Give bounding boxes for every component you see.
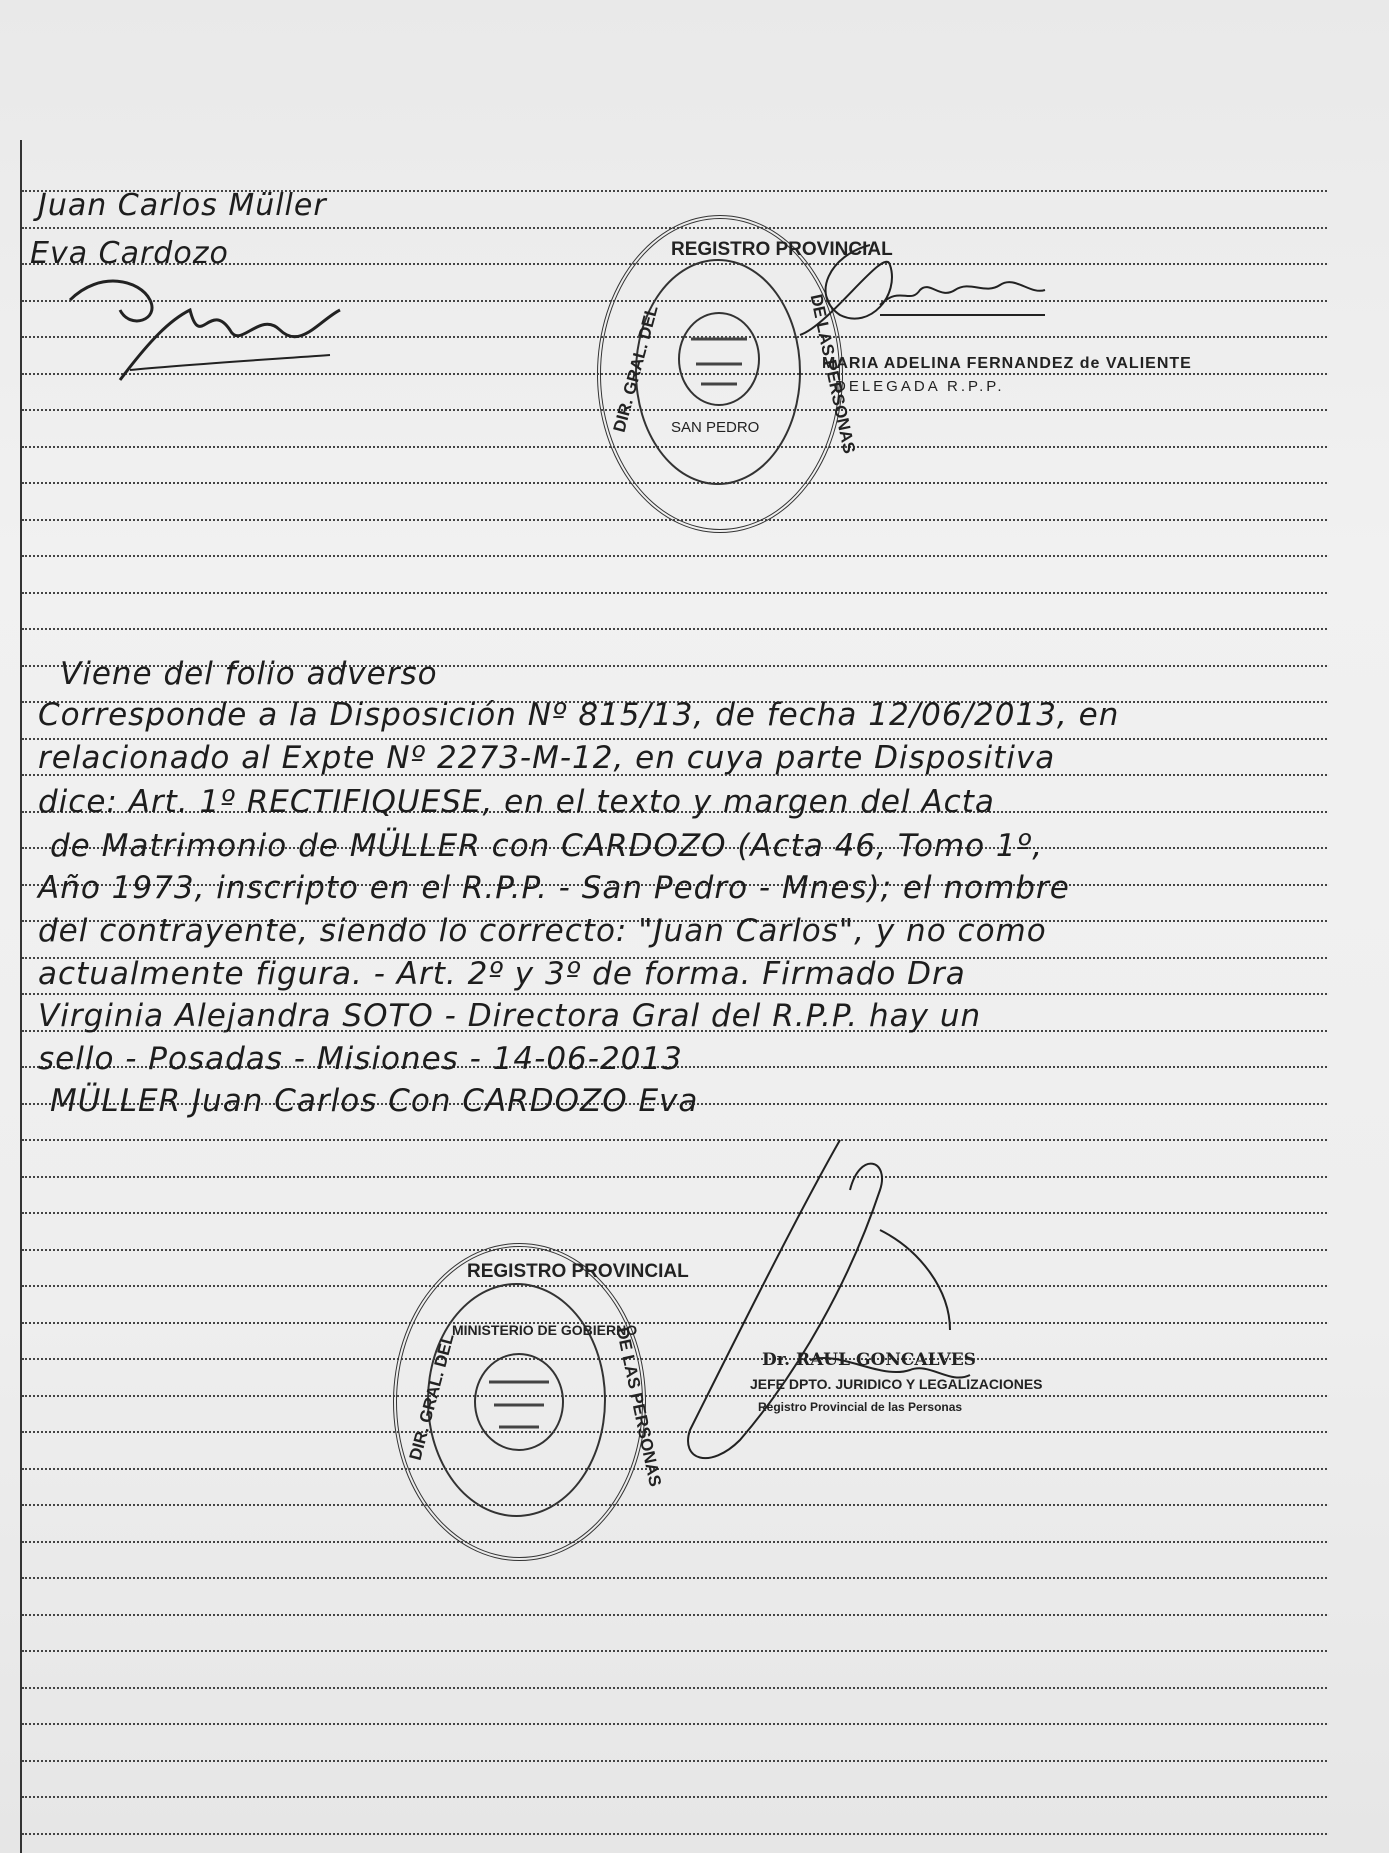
ruled-line bbox=[22, 1395, 1327, 1397]
ruled-line bbox=[22, 628, 1327, 630]
ruled-line bbox=[22, 1723, 1327, 1725]
seal-bottom-left-text: DIR. GRAL. DEL bbox=[405, 1331, 458, 1463]
ruled-line bbox=[22, 1249, 1327, 1251]
annotation-line-10: sello - Posadas - Misiones - 14-06-2013 bbox=[38, 1041, 683, 1077]
annotation-line-2: Corresponde a la Disposición Nº 815/13, de fecha 12/06/2013, en bbox=[38, 697, 1120, 733]
left-margin-line bbox=[20, 140, 22, 1853]
official-organization: Registro Provincial de las Personas bbox=[758, 1400, 963, 1414]
annotation-line-7: del contrayente, siendo lo correcto: "Juan Carlos", y no como bbox=[38, 913, 1047, 949]
ruled-line bbox=[22, 1541, 1327, 1543]
seal-right-text: DE LAS PERSONAS bbox=[806, 292, 859, 456]
ruled-line bbox=[22, 1358, 1327, 1360]
official-name: Dr. RAUL GONCALVES bbox=[762, 1350, 976, 1370]
signature-eva-cardozo: Eva Cardozo bbox=[30, 236, 229, 271]
ruled-line bbox=[22, 1322, 1327, 1324]
ruled-line bbox=[22, 1212, 1327, 1214]
official-signature-icon-bottom bbox=[680, 1130, 1000, 1480]
signature-juan-carlos-muller: Juan Carlos Müller bbox=[38, 188, 327, 223]
annotation-line-1: Viene del folio adverso bbox=[60, 656, 438, 692]
ruled-line bbox=[22, 1760, 1327, 1762]
official-title: JEFE DPTO. JURIDICO Y LEGALIZACIONES bbox=[750, 1376, 1043, 1392]
ruled-line bbox=[22, 1687, 1327, 1689]
seal-left-text: DIR. GRAL. DEL bbox=[609, 303, 662, 435]
ruled-line bbox=[22, 1650, 1327, 1652]
ruled-line bbox=[22, 1833, 1327, 1835]
ruled-line bbox=[22, 1468, 1327, 1470]
ruled-line bbox=[22, 592, 1327, 594]
scribble-signature-icon bbox=[60, 260, 350, 400]
ruled-line bbox=[22, 1285, 1327, 1287]
official-stamp-title-top: DELEGADA R.P.P. bbox=[835, 378, 1005, 395]
ruled-line bbox=[22, 555, 1327, 557]
seal-bottom-inner-text: MINISTERIO DE GOBIERNO bbox=[452, 1322, 638, 1338]
seal-bottom-top-text: REGISTRO PROVINCIAL bbox=[467, 1261, 689, 1282]
ruled-line bbox=[22, 1431, 1327, 1433]
official-stamp-name-top: MARIA ADELINA FERNANDEZ de VALIENTE bbox=[822, 355, 1192, 372]
annotation-line-8: actualmente figura. - Art. 2º y 3º de forma. Firmado Dra bbox=[38, 956, 966, 992]
ruled-line bbox=[22, 1176, 1327, 1178]
ruled-line bbox=[22, 1504, 1327, 1506]
seal-top-text: REGISTRO PROVINCIAL bbox=[671, 239, 893, 260]
seal-bottom-text: SAN PEDRO bbox=[671, 419, 760, 436]
ruled-line bbox=[22, 1614, 1327, 1616]
official-seal-bottom bbox=[393, 1243, 689, 1561]
annotation-line-9: Virginia Alejandra SOTO - Directora Gral del R.P.P. hay un bbox=[38, 998, 982, 1034]
annotation-line-3: relacionado al Expte Nº 2273-M-12, en cuya parte Dispositiva bbox=[38, 740, 1056, 776]
ruled-line bbox=[22, 993, 1327, 995]
ruled-line bbox=[22, 1577, 1327, 1579]
ruled-line bbox=[22, 1139, 1327, 1141]
annotation-line-6: Año 1973, inscripto en el R.P.P. - San Pedro - Mnes); el nombre bbox=[38, 870, 1070, 906]
annotation-line-11: MÜLLER Juan Carlos Con CARDOZO Eva bbox=[50, 1083, 699, 1119]
coat-of-arms-icon bbox=[397, 1247, 642, 1557]
annotation-line-5: de Matrimonio de MÜLLER con CARDOZO (Acta 46, Tomo 1º, bbox=[50, 828, 1044, 864]
annotation-line-4: dice: Art. 1º RECTIFIQUESE, en el texto y margen del Acta bbox=[38, 784, 995, 820]
ruled-line bbox=[22, 1796, 1327, 1798]
seal-bottom-right-text: DE LAS PERSONAS bbox=[612, 1325, 665, 1489]
